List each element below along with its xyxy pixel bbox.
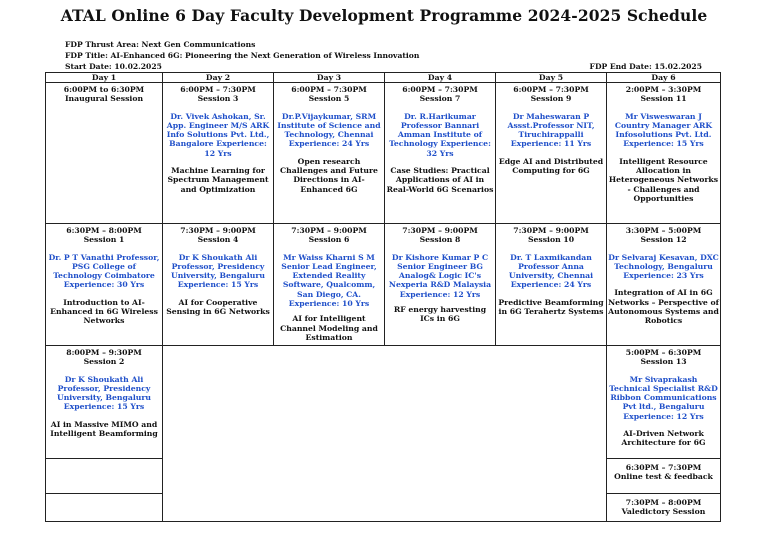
session-name: Valedictory Session [621, 507, 706, 517]
session-cell [46, 346, 163, 459]
session-cell [607, 494, 721, 522]
day-header: Day 1 [46, 73, 163, 83]
page-title: ATAL Online 6 Day Faculty Development Programme 2024-2025 Schedule [60, 6, 708, 25]
session-name: Session 13 [640, 357, 687, 367]
session-name: Inaugural Session [64, 94, 144, 104]
fdp-title: FDP Title: AI-Enhanced 6G: Pioneering the Next Generation of Wireless Innovation [65, 51, 420, 60]
schedule-row-1 [46, 83, 721, 224]
day-header: Day 4 [385, 73, 496, 83]
session-cell [385, 83, 496, 224]
speaker-info: Dr K Shoukath Ali Professor, Presidency University, Bengaluru Experience: 15 Yrs [171, 252, 265, 290]
session-cell [46, 83, 163, 224]
session-time: 6:00PM – 7:30PM [513, 85, 589, 94]
thrust-area: FDP Thrust Area: Next Gen Communications [65, 40, 256, 49]
session-topic: RF energy harvesting ICs in 6G [393, 305, 487, 324]
session-cell [274, 83, 385, 224]
speaker-info: Mr Waiss Kharni S M Senior Lead Engineer, Extended Reality Software, Qualcomm, San Diego, CA. Experience: 10 Yrs [281, 252, 377, 309]
session-topic: Predictive Beamforming in 6G Terahertz Systems [498, 297, 604, 317]
empty-cell [163, 346, 607, 522]
empty-cell [46, 459, 163, 494]
end-date: FDP End Date: 15.02.2025 [589, 62, 702, 71]
session-time: 6:00PM – 7:30PM [291, 85, 367, 94]
session-time: 7:30PM – 9:00PM [402, 226, 478, 235]
session-cell [163, 224, 274, 346]
speaker-info: Dr K Shoukath Ali Professor, Presidency University, Bengaluru Experience: 15 Yrs [57, 374, 151, 412]
session-topic: Intelligent Resource Allocation in Heterogeneous Networks - Challenges and Opportunities [608, 156, 719, 203]
session-time: 7:30PM – 9:00PM [291, 226, 367, 235]
session-cell [607, 224, 721, 346]
day-header: Day 3 [274, 73, 385, 83]
session-time: 2:00PM – 3:30PM [625, 85, 702, 94]
session-topic: AI for Cooperative Sensing in 6G Networks [166, 297, 270, 317]
session-time: 6:00PM to 6:30PM [63, 85, 145, 94]
session-cell [607, 346, 721, 459]
session-time: 6:30PM – 8:00PM [66, 226, 142, 235]
session-time: 7:30PM – 9:00PM [513, 226, 589, 235]
session-topic: AI-Driven Network Architecture for 6G [621, 429, 706, 448]
session-topic: AI for Intelligent Channel Modeling and Estimation [280, 314, 378, 342]
day-header: Day 6 [607, 73, 721, 83]
session-topic: Case Studies: Practical Applications of AI in Real-World 6G Scenarios [386, 166, 494, 194]
session-cell [163, 83, 274, 224]
session-cell [496, 83, 607, 224]
session-cell [607, 83, 721, 224]
session-cell [607, 459, 721, 494]
start-date: Start Date: 10.02.2025 [65, 62, 162, 71]
session-topic: Open research Challenges and Future Directions in AI-Enhanced 6G [280, 156, 378, 194]
session-time: 3:30PM – 5:00PM [625, 226, 702, 235]
speaker-info: Dr Kishore Kumar P C Senior Engineer BG Analog& Logic IC's Nexperia R&D Malaysia Experience: 12 Yrs [388, 252, 492, 299]
speaker-info: Dr Maheswaran P Assst.Professor NIT, Tiruchirappalli Experience: 11 Yrs [507, 111, 595, 149]
speaker-info: Mr Visweswaran J Country Manager ARK Infosolutions Pvt. Ltd. Experience: 15 Yrs [614, 111, 713, 149]
session-name: Session 2 [83, 357, 125, 367]
day-header-row [46, 73, 721, 83]
session-name: Session 3 [197, 94, 239, 104]
session-time: 7:30PM – 9:00PM [180, 226, 256, 235]
session-time: 7:30PM – 8:00PM [625, 498, 702, 507]
session-topic: Edge AI and Distributed Computing for 6G [498, 156, 604, 176]
schedule-row-2 [46, 224, 721, 346]
session-name: Session 5 [308, 94, 350, 104]
day-header: Day 5 [496, 73, 607, 83]
session-name: Session 8 [419, 235, 461, 245]
schedule-table [45, 72, 721, 522]
session-time: 5:00PM – 6:30PM [625, 348, 702, 357]
session-topic: AI in Massive MIMO and Intelligent Beamforming [50, 419, 158, 439]
session-name: Session 1 [83, 235, 125, 245]
speaker-info: Dr Selvaraj Kesavan, DXC Technology, Bengaluru Experience: 23 Yrs [608, 252, 719, 281]
session-name: Session 4 [197, 235, 239, 245]
speaker-info: Mr Sivaprakash Technical Specialist R&D Ribbon Communications Pvt ltd., Bengaluru Experience: 12 Yrs [609, 374, 718, 421]
session-name: Online test & feedback [614, 472, 713, 482]
speaker-info: Dr.P.Vijaykumar, SRM Institute of Science and Technology, Chennai Experience: 24 Yrs [277, 111, 381, 149]
session-topic: Machine Learning for Spectrum Management and Optimization [167, 166, 269, 194]
session-time: 8:00PM – 9:30PM [66, 348, 142, 357]
session-time: 6:00PM – 7:30PM [180, 85, 256, 94]
speaker-info: Dr. Vivek Ashokan, Sr. App. Engineer M/S ARK Info Solutions Pvt. Ltd., Bangalore Experience: 12 Yrs [166, 111, 270, 158]
session-name: Session 10 [527, 235, 575, 245]
session-name: Session 9 [530, 94, 572, 104]
session-cell [274, 224, 385, 346]
schedule-row-3 [46, 346, 721, 459]
session-cell [385, 224, 496, 346]
speaker-info: Dr. P T Vanathi Professor, PSG College of Technology Coimbatore Experience: 30 Yrs [48, 252, 160, 290]
session-topic: Introduction to AI-Enhanced in 6G Wireless Networks [50, 297, 158, 326]
empty-cell [46, 494, 163, 522]
session-time: 6:30PM – 7:30PM [625, 463, 702, 472]
session-time: 6:00PM – 7:30PM [402, 85, 478, 94]
session-topic: Integration of AI in 6G Networks – Perspective of Autonomous Systems and Robotics [608, 288, 719, 326]
speaker-info: Dr. R.Harikumar Professor Bannari Amman Institute of Technology Experience: 32 Yrs [389, 111, 491, 158]
session-name: Session 12 [640, 235, 687, 245]
session-name: Session 11 [640, 94, 687, 104]
speaker-info: Dr. T Laxmikandan Professor Anna University, Chennai Experience: 24 Yrs [508, 252, 594, 290]
day-header: Day 2 [163, 73, 274, 83]
session-name: Session 7 [419, 94, 461, 104]
session-name: Session 6 [308, 235, 350, 245]
session-cell [46, 224, 163, 346]
session-cell [496, 224, 607, 346]
